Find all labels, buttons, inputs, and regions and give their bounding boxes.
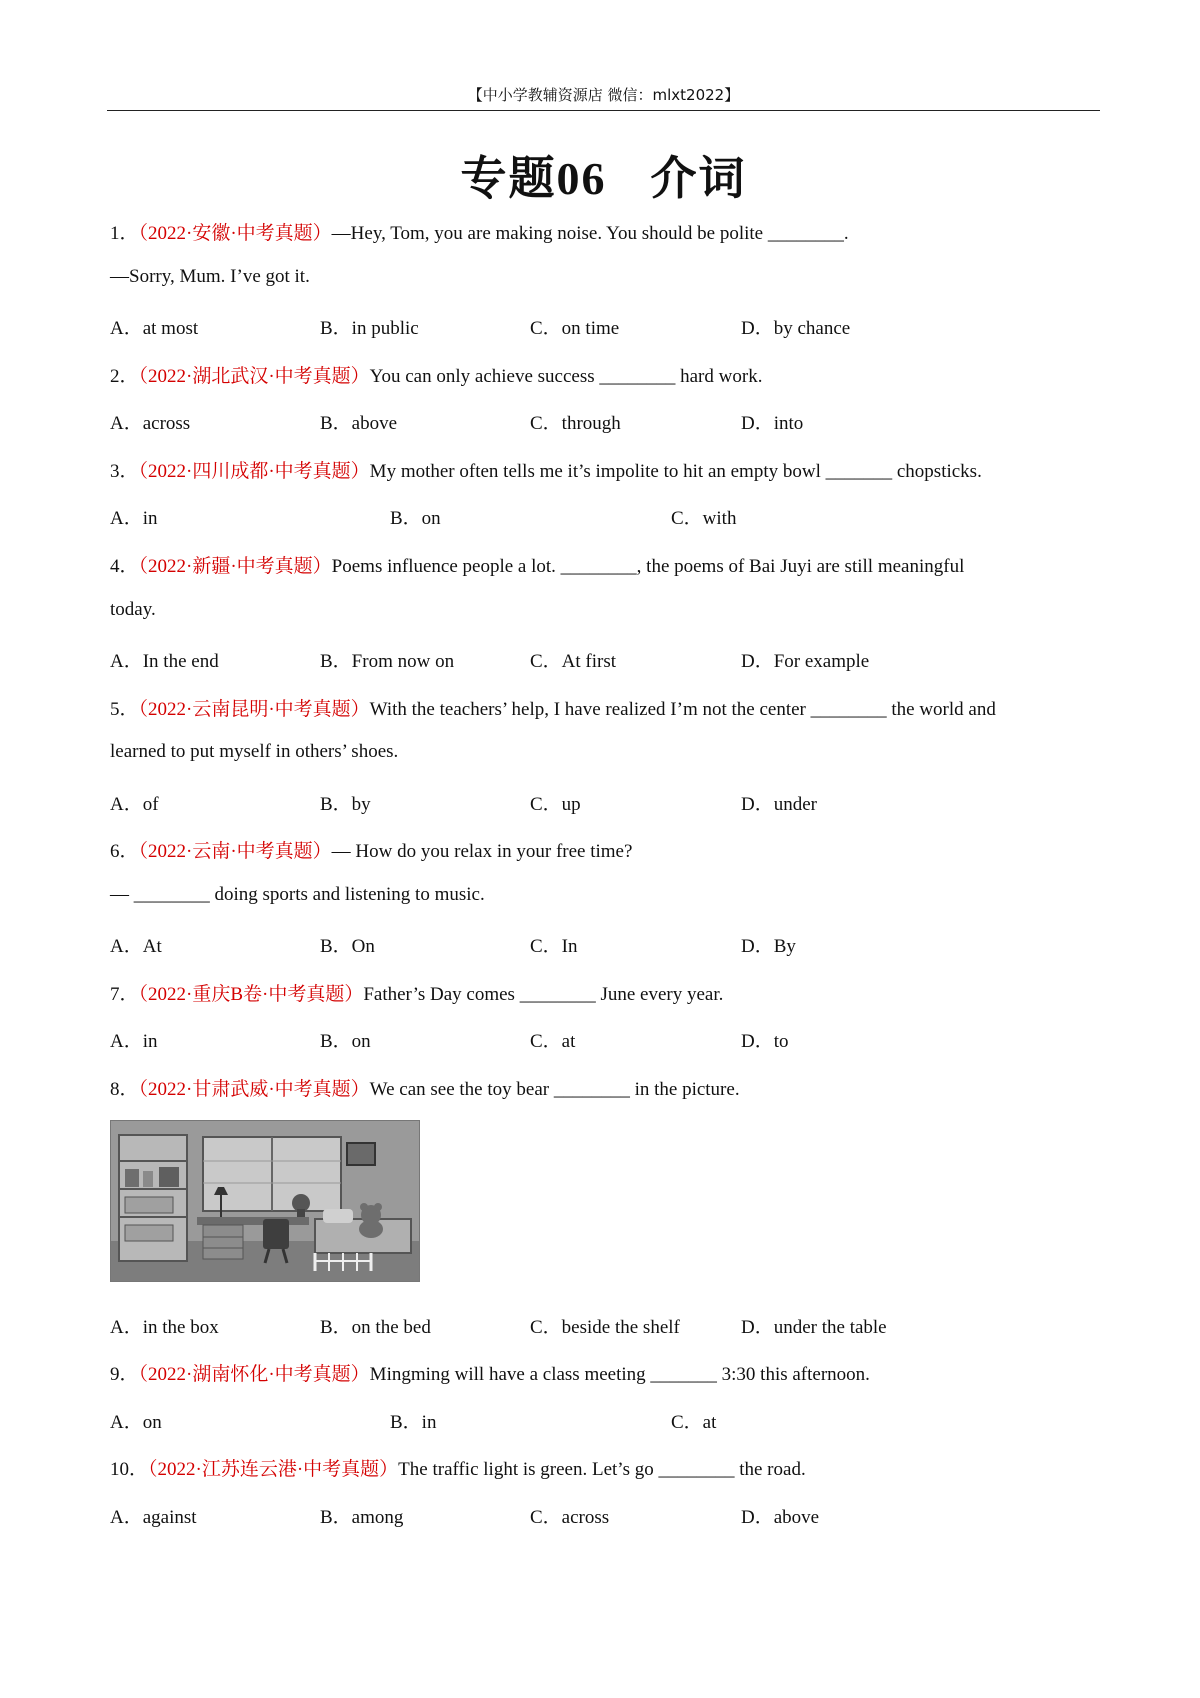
bedroom-illustration [111, 1121, 419, 1281]
question-8-stem [110, 1074, 740, 1101]
question-number: 1． [110, 223, 139, 244]
question-5-stem [110, 694, 996, 721]
page-title [107, 142, 1100, 208]
question-10-option-c: C．across [530, 1507, 610, 1528]
question-6-stem [110, 836, 632, 863]
question-3-option-a: A．in [110, 508, 158, 529]
question-text: You can only achieve success ________ hard work. [369, 366, 763, 387]
question-7-option-b: B．on [320, 1031, 371, 1052]
question-3-option-b: B．on [390, 508, 441, 529]
question-text: — How do you relax in your free time? [331, 841, 633, 862]
question-5-option-a: A．of [110, 794, 159, 815]
question-4-line-2: today. [110, 599, 156, 620]
question-number: 3． [110, 461, 139, 482]
question-10-option-d: D．above [741, 1507, 820, 1528]
question-source: （2022·云南昆明·中考真题） [138, 699, 370, 720]
question-2-option-a: A．across [110, 413, 191, 434]
title-prefix: 专题 [460, 151, 557, 205]
question-10-stem [110, 1454, 806, 1481]
question-8-option-a: A．in the box [110, 1317, 219, 1338]
question-10-option-b: B．among [320, 1507, 404, 1528]
question-2-option-d: D．into [741, 413, 804, 434]
question-text: My mother often tells me it’s impolite to hit an empty bowl _______ chopsticks. [369, 461, 982, 482]
question-number: 9． [110, 1364, 139, 1385]
question-1-option-b: B．in public [320, 318, 419, 339]
question-number: 7． [110, 984, 139, 1005]
question-number: 10． [110, 1459, 149, 1480]
question-source: （2022·四川成都·中考真题） [138, 461, 370, 482]
question-source: （2022·湖北武汉·中考真题） [138, 366, 370, 387]
question-8-option-b: B．on the bed [320, 1317, 431, 1338]
question-8-option-c: C．beside the shelf [530, 1317, 680, 1338]
question-6-line-2: — ________ doing sports and listening to music. [110, 884, 485, 905]
header-rule [107, 110, 1100, 111]
question-text: Poems influence people a lot. ________, the poems of Bai Juyi are still meaningful [331, 556, 965, 577]
question-1-stem [110, 218, 849, 245]
question-9-stem [110, 1359, 870, 1386]
question-text: Father’s Day comes ________ June every year. [363, 984, 724, 1005]
question-5-option-d: D．under [741, 794, 817, 815]
question-6-option-c: C．In [530, 936, 578, 957]
bedroom-picture [110, 1120, 420, 1282]
title-name: 介词 [650, 151, 747, 205]
question-7-stem [110, 979, 723, 1006]
question-8-option-d: D．under the table [741, 1317, 887, 1338]
question-4-option-d: D．For example [741, 651, 870, 672]
question-text: We can see the toy bear ________ in the picture. [369, 1079, 740, 1100]
question-4-option-c: C．At first [530, 651, 617, 672]
question-source: （2022·甘肃武威·中考真题） [138, 1079, 370, 1100]
page-header: 【中小学教辅资源店 微信：mlxt2022】 [467, 86, 740, 104]
question-7-option-c: C．at [530, 1031, 576, 1052]
question-source: （2022·新疆·中考真题） [138, 556, 332, 577]
question-source: （2022·湖南怀化·中考真题） [138, 1364, 370, 1385]
question-10-option-a: A．against [110, 1507, 197, 1528]
question-6-option-d: D．By [741, 936, 796, 957]
question-source: （2022·云南·中考真题） [138, 841, 332, 862]
question-5-line-2: learned to put myself in others’ shoes. [110, 741, 399, 762]
question-4-stem [110, 551, 964, 578]
question-text: The traffic light is green. Let’s go ________ the road. [398, 1459, 806, 1480]
question-3-option-c: C．with [671, 508, 737, 529]
question-number: 8． [110, 1079, 139, 1100]
question-number: 4． [110, 556, 139, 577]
question-number: 6． [110, 841, 139, 862]
question-3-stem [110, 456, 982, 483]
question-1-line-2: —Sorry, Mum. I’ve got it. [110, 266, 310, 287]
question-source: （2022·重庆B卷·中考真题） [138, 984, 364, 1005]
question-9-option-c: C．at [671, 1412, 717, 1433]
question-7-option-d: D．to [741, 1031, 789, 1052]
question-text: With the teachers’ help, I have realized I’m not the center ________ the world and [369, 699, 996, 720]
question-4-option-b: B．From now on [320, 651, 455, 672]
question-6-option-b: B．On [320, 936, 375, 957]
question-5-option-c: C．up [530, 794, 581, 815]
question-source: （2022·安徽·中考真题） [138, 223, 332, 244]
title-number: 06 [556, 153, 607, 204]
question-number: 2． [110, 366, 139, 387]
question-1-option-c: C．on time [530, 318, 620, 339]
question-text: —Hey, Tom, you are making noise. You should be polite ________. [331, 223, 849, 244]
question-6-option-a: A．At [110, 936, 162, 957]
question-2-option-c: C．through [530, 413, 621, 434]
question-5-option-b: B．by [320, 794, 371, 815]
question-4-option-a: A．In the end [110, 651, 219, 672]
question-text: Mingming will have a class meeting _______ 3:30 this afternoon. [369, 1364, 870, 1385]
question-9-option-b: B．in [390, 1412, 437, 1433]
question-2-stem [110, 361, 762, 388]
question-1-option-d: D．by chance [741, 318, 851, 339]
question-9-option-a: A．on [110, 1412, 162, 1433]
question-source: （2022·江苏连云港·中考真题） [148, 1459, 399, 1480]
question-7-option-a: A．in [110, 1031, 158, 1052]
question-1-option-a: A．at most [110, 318, 199, 339]
question-number: 5． [110, 699, 139, 720]
question-2-option-b: B．above [320, 413, 398, 434]
